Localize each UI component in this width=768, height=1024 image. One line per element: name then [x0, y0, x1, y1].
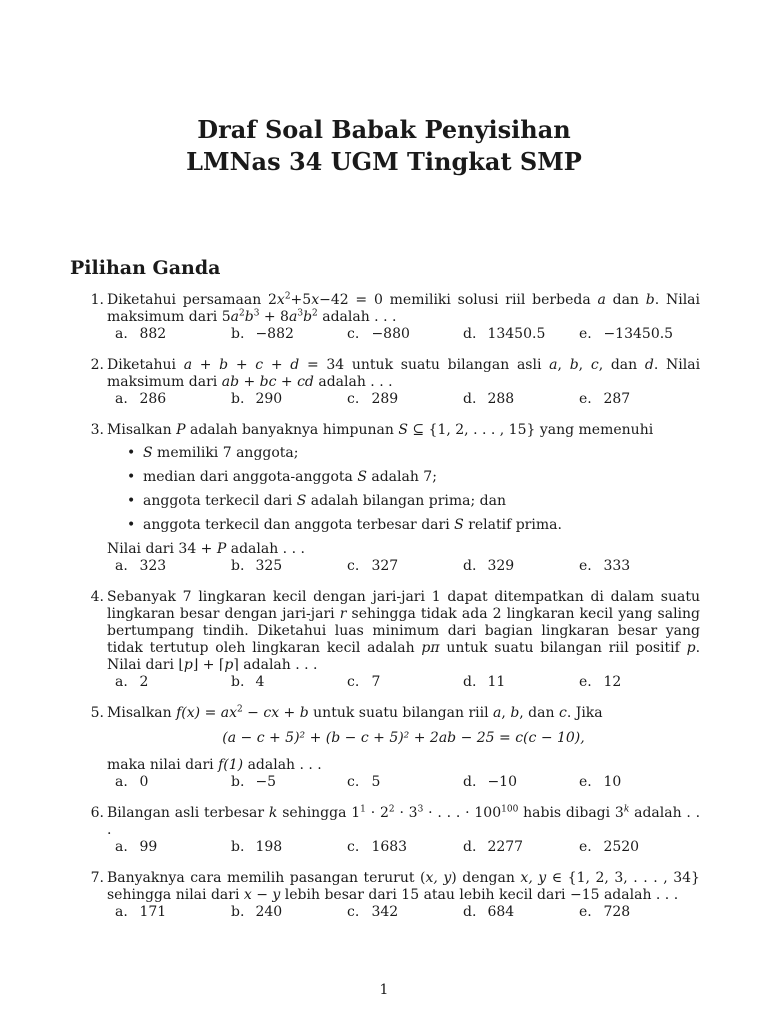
option-e: e. 2520 — [579, 839, 640, 855]
question-7 — [88, 870, 700, 921]
option-e: e. 333 — [579, 558, 631, 574]
question-followup: Nilai dari 34 + P adalah . . . — [107, 541, 305, 557]
question-number: 3. — [90, 422, 104, 438]
answer-options — [107, 326, 700, 343]
question-text: Diketahui a + b + c + d = 34 untuk suatu bilangan asli a, b, c, dan d. Nilai maksimum dari ab + bc + cd adalah . . . — [107, 357, 701, 390]
list-item: • anggota terkecil dan anggota terbesar dari S relatif prima. — [127, 517, 700, 534]
question-number: 6. — [90, 805, 104, 821]
list-item: • median dari anggota-anggota S adalah 7; — [127, 469, 700, 486]
option-c: c. 5 — [347, 774, 381, 790]
option-c: c. 7 — [347, 674, 381, 690]
answer-options — [107, 774, 700, 791]
list-item: • S memiliki 7 anggota; — [127, 445, 700, 462]
question-followup: maka nilai dari f(1) adalah . . . — [107, 757, 322, 773]
question-1 — [88, 292, 700, 343]
option-e: e. 287 — [579, 391, 631, 407]
option-d: d. 2277 — [463, 839, 524, 855]
option-a: a. 286 — [115, 391, 167, 407]
option-b: b. 290 — [231, 391, 283, 407]
option-e: e. 12 — [579, 674, 622, 690]
option-c: c. −880 — [347, 326, 410, 342]
answer-options — [107, 558, 700, 575]
question-6 — [88, 805, 700, 856]
question-number: 5. — [90, 705, 104, 721]
option-b: b. 4 — [231, 674, 265, 690]
title-line-2: LMNas 34 UGM Tingkat SMP — [186, 147, 582, 176]
question-number: 1. — [90, 292, 104, 308]
question-2 — [88, 357, 700, 408]
list-item: • anggota terkecil dari S adalah bilangan prima; dan — [127, 493, 700, 510]
answer-options — [107, 904, 700, 921]
question-5 — [88, 705, 700, 791]
condition-list — [107, 445, 700, 534]
option-d: d. 11 — [463, 674, 506, 690]
display-equation: (a − c + 5)² + (b − c + 5)² + 2ab − 25 = c(c − 10), — [222, 730, 585, 746]
answer-options — [107, 674, 700, 691]
question-text: Diketahui persamaan $2x^2+5x-42 = 0$ memiliki solusi riil berbeda a dan b. Nilai maksimum dari $5a^2b^3 + 8a^3b^2$ adalah . . . — [107, 291, 700, 325]
option-d: d. 329 — [463, 558, 515, 574]
question-text: Misalkan P adalah banyaknya himpunan S ⊆ {1, 2, . . . , 15} yang memenuhi — [107, 422, 654, 438]
option-b: b. −5 — [231, 774, 277, 790]
question-number: 4. — [90, 589, 104, 605]
question-number: 2. — [90, 357, 104, 373]
option-d: d. 13450.5 — [463, 326, 546, 342]
option-a: a. 171 — [115, 904, 167, 920]
option-b: b. 325 — [231, 558, 283, 574]
question-3 — [88, 422, 700, 575]
option-a: a. 99 — [115, 839, 158, 855]
question-list — [88, 292, 700, 935]
option-b: b. −882 — [231, 326, 294, 342]
option-e: e. 10 — [579, 774, 622, 790]
question-4 — [88, 589, 700, 691]
option-e: e. 728 — [579, 904, 631, 920]
option-c: c. 289 — [347, 391, 399, 407]
question-text: Banyaknya cara memilih pasangan terurut (x, y) dengan x, y ∈ {1, 2, 3, . . . , 34} sehingga nilai dari x − y lebih besar dari 15 atau lebih kecil dari −15 adalah . . . — [107, 870, 700, 903]
question-text: Misalkan $f(x) = ax^2$ − cx + b untuk suatu bilangan riil a, b, dan c. Jika — [107, 704, 603, 721]
option-e: e. −13450.5 — [579, 326, 674, 342]
option-b: b. 198 — [231, 839, 283, 855]
document-title — [0, 114, 768, 178]
question-text: Bilangan asli terbesar k sehingga $1^1 \cdot 2^2 \cdot 3^3$ · . . . · $100^{100}$ habis dibagi 3$^k$ adalah . . . — [107, 804, 701, 838]
option-c: c. 1683 — [347, 839, 408, 855]
option-a: a. 2 — [115, 674, 149, 690]
option-d: d. 288 — [463, 391, 515, 407]
option-c: c. 342 — [347, 904, 399, 920]
title-line-1: Draf Soal Babak Penyisihan — [197, 115, 571, 144]
option-d: d. 684 — [463, 904, 515, 920]
question-text: Sebanyak 7 lingkaran kecil dengan jari-jari 1 dapat ditempatkan di dalam suatu lingkaran besar dengan jari-jari r sehingga tidak ada 2 lingkaran kecil yang saling bertumpang tindih. Diketahui luas minimum dari bagian lingkaran besar yang tidak tertutup oleh lingkaran kecil adalah pπ untuk suatu bilangan riil positif p. Nilai dari ⌊p⌋ + ⌈p⌉ adalah . . . — [107, 589, 701, 673]
option-a: a. 323 — [115, 558, 167, 574]
option-a: a. 882 — [115, 326, 167, 342]
answer-options — [107, 391, 700, 408]
section-heading: Pilihan Ganda — [70, 257, 221, 279]
answer-options — [107, 839, 700, 856]
option-a: a. 0 — [115, 774, 149, 790]
option-c: c. 327 — [347, 558, 399, 574]
option-b: b. 240 — [231, 904, 283, 920]
option-d: d. −10 — [463, 774, 517, 790]
page-number: 1 — [379, 982, 389, 998]
question-number: 7. — [90, 870, 104, 886]
